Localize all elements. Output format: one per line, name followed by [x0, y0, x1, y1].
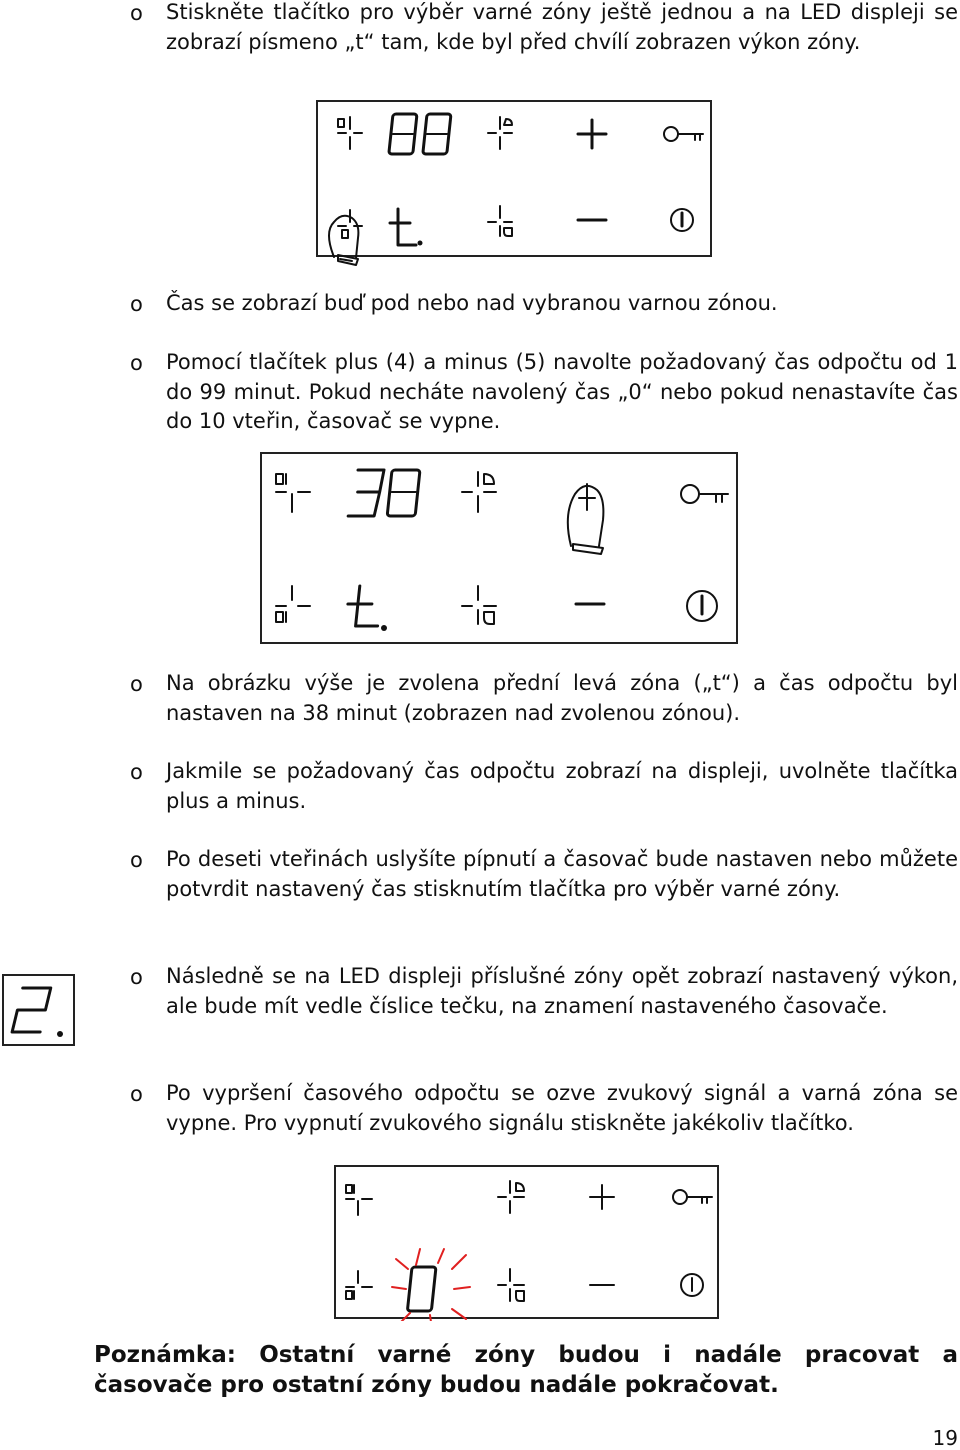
- zone-front-left-icon[interactable]: [346, 1271, 372, 1299]
- plus-icon[interactable]: [590, 1185, 614, 1209]
- key-lock-icon[interactable]: [681, 485, 728, 503]
- paragraph-1: Stiskněte tlačítko pro výběr varné zóny ještě jednou a na LED displeji se zobrazí písmeno „t“ tam, kde byl před chvílí zobrazen výkon zóny.: [166, 0, 958, 54]
- finger-press-icon: [568, 484, 604, 554]
- display-bottom-letter: [390, 209, 423, 246]
- bullet-marker: o: [130, 292, 143, 316]
- control-panel-3: [334, 1165, 719, 1319]
- paragraph-7: Následně se na LED displeji příslušné zóny opět zobrazí nastavený výkon, ale bude mít vedle číslice tečku, na znamení nastaveného časovače.: [166, 964, 958, 1018]
- control-panel-1: [316, 100, 712, 257]
- paragraph-3: Pomocí tlačítek plus (4) a minus (5) navolte požadovaný čas odpočtu od 1 do 99 minut. Pokud necháte navolený čas „0“ nebo pokud nenastavíte čas do 10 vteřin, časovač se vypne.: [166, 350, 958, 433]
- display-bottom-letter: [346, 586, 387, 631]
- paragraph-6: Po deseti vteřinách uslyšíte pípnutí a časovač bude nastaven nebo můžete potvrdit nastavený čas stisknutím tlačítka pro výběr varné zóny.: [166, 847, 958, 901]
- zone-rear-left-icon: [346, 1185, 372, 1215]
- zone-front-left-icon[interactable]: [276, 586, 310, 622]
- paragraph-4: Na obrázku výše je zvolena přední levá zóna („t“) a čas odpočtu byl nastaven na 38 minut (zobrazen nad zvolenou zónou).: [166, 671, 958, 725]
- bullet-marker: o: [130, 965, 143, 989]
- power-icon[interactable]: [687, 591, 717, 621]
- paragraph-5: Jakmile se požadovaný čas odpočtu zobrazí na displeji, uvolněte tlačítka plus a minus.: [166, 759, 958, 813]
- zone-rear-right-icon: [462, 472, 496, 512]
- bullet-marker: o: [130, 351, 143, 375]
- key-lock-icon[interactable]: [664, 127, 703, 141]
- bullet-marker: o: [130, 672, 143, 696]
- paragraph-2: Čas se zobrazí buď pod nebo nad vybranou varnou zónou.: [166, 291, 778, 315]
- display-top-digits: [348, 470, 420, 516]
- page-number: 19: [932, 1426, 958, 1450]
- bullet-marker: o: [130, 760, 143, 784]
- zone-front-right-icon[interactable]: [462, 586, 496, 624]
- zone-front-right-icon[interactable]: [488, 206, 512, 236]
- display-top-digits: [389, 114, 451, 154]
- display-bottom-digit: [407, 1267, 436, 1311]
- control-panel-2: [260, 452, 738, 644]
- key-lock-icon[interactable]: [673, 1190, 712, 1204]
- power-icon[interactable]: [681, 1274, 703, 1296]
- zone-rear-right-icon: [498, 1181, 524, 1213]
- side-led-display: [2, 974, 75, 1046]
- paragraph-8: Po vypršení časového odpočtu se ozve zvukový signál a varná zóna se vypne. Pro vypnutí zvukového signálu stiskněte jakékoliv tlačítko.: [166, 1081, 958, 1135]
- plus-icon[interactable]: [578, 120, 606, 148]
- power-icon[interactable]: [671, 209, 693, 231]
- bullet-marker: o: [130, 1, 143, 25]
- zone-front-right-icon[interactable]: [498, 1269, 524, 1301]
- zone-rear-left-icon: [276, 474, 310, 512]
- note-text: Poznámka: Ostatní varné zóny budou i nadále pracovat a časovače pro ostatní zóny budou nadále pokračovat.: [94, 1342, 958, 1398]
- zone-rear-left-icon: [338, 117, 362, 149]
- zone-rear-right-icon: [488, 117, 512, 149]
- finger-press-icon: [329, 216, 358, 265]
- bullet-marker: o: [130, 848, 143, 872]
- bullet-marker: o: [130, 1082, 143, 1106]
